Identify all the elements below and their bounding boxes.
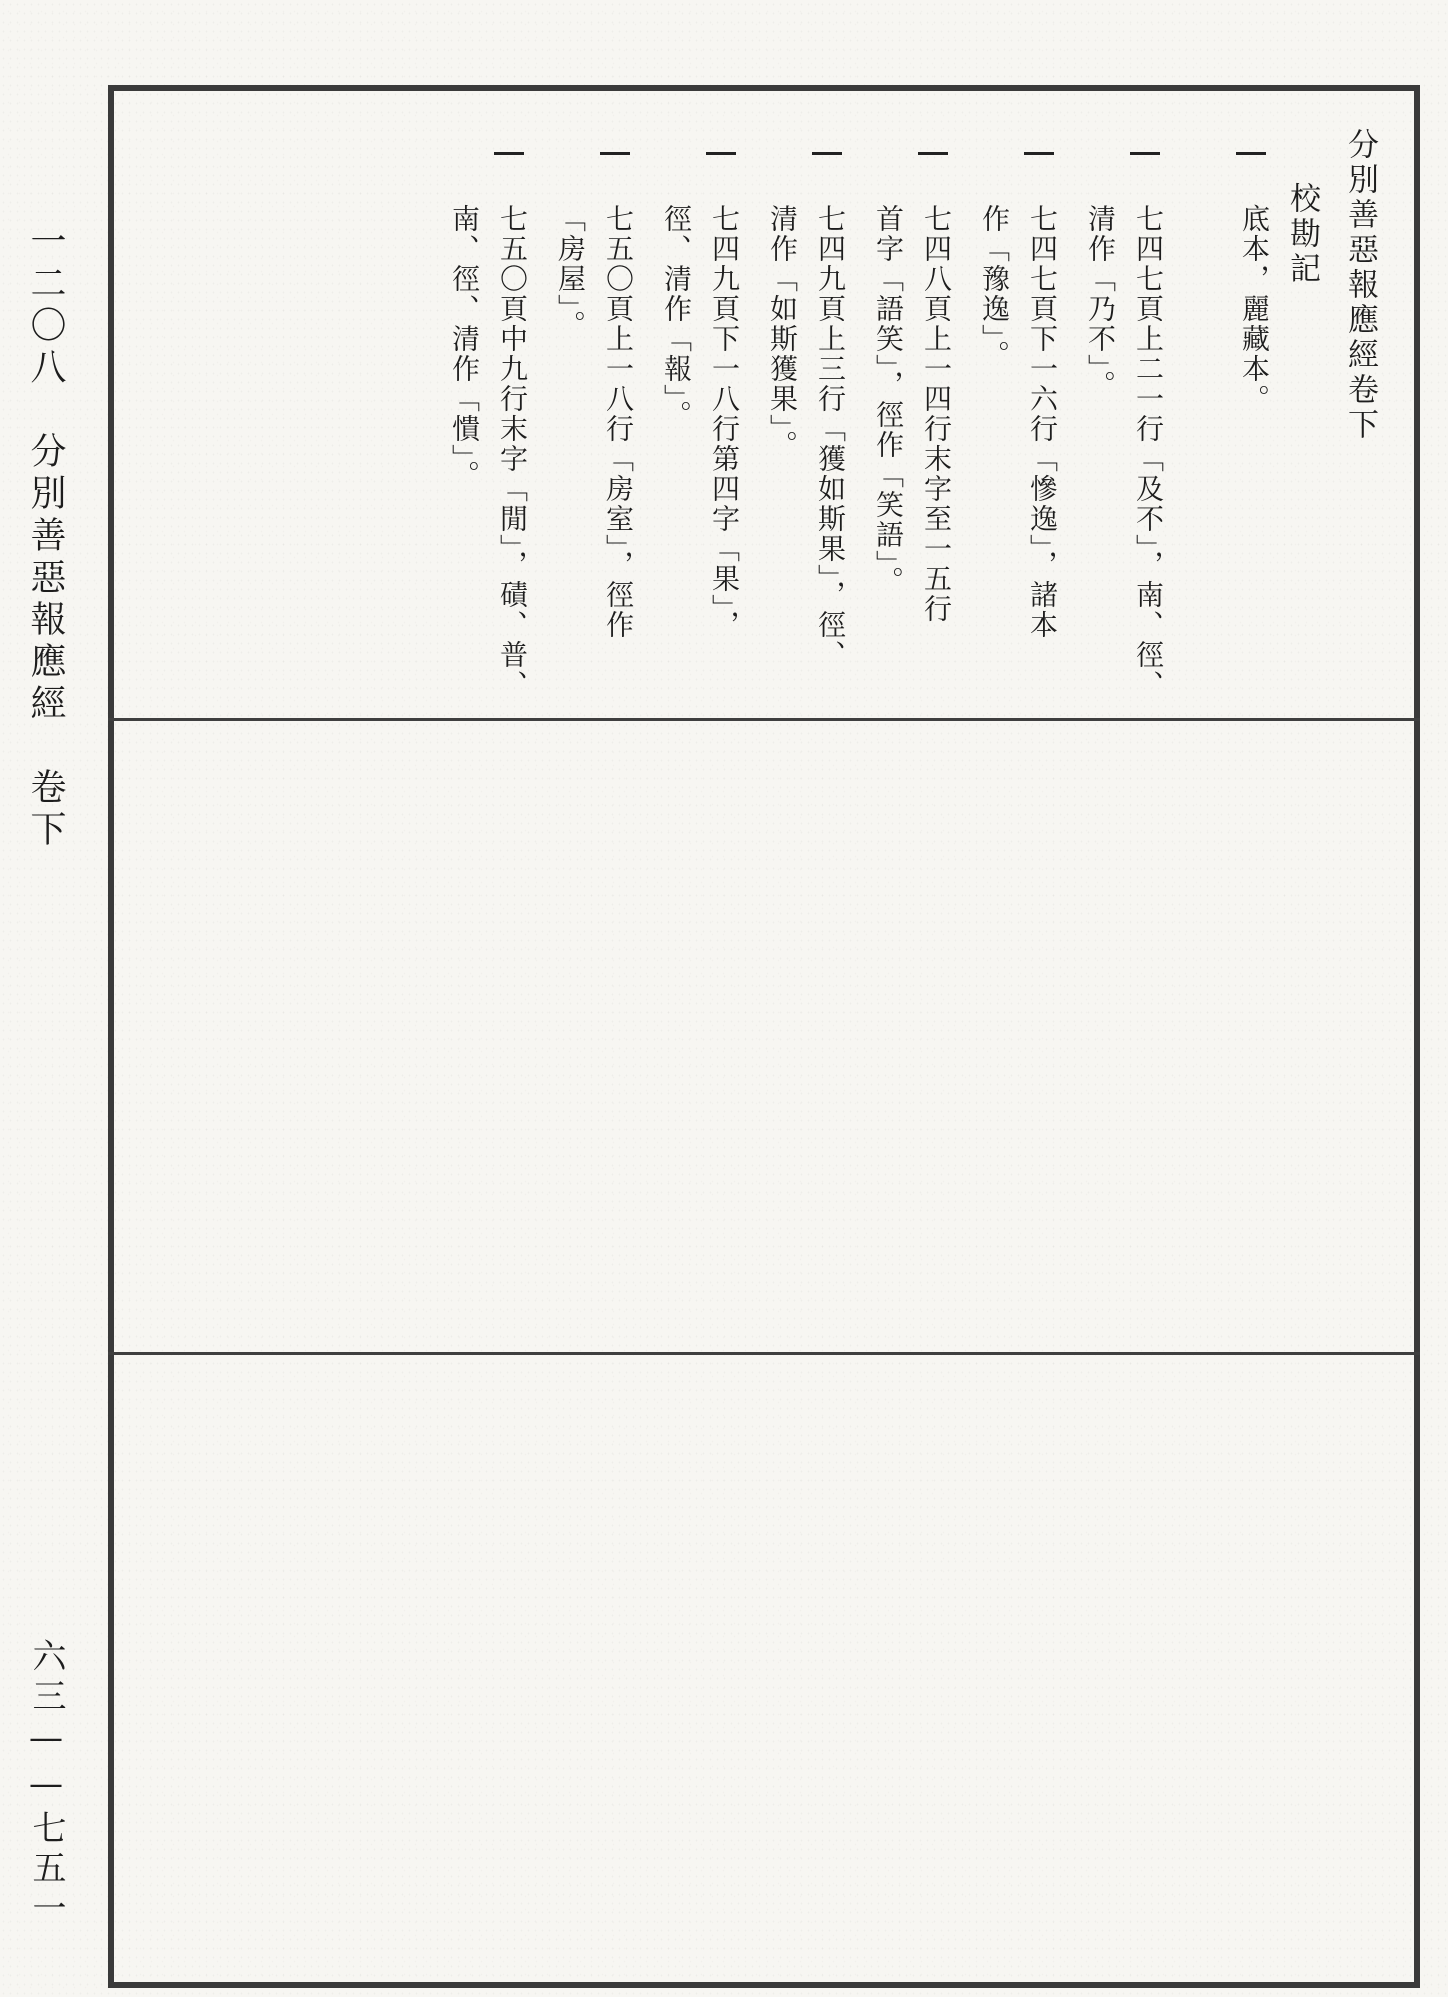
collation-entry bbox=[652, 140, 748, 700]
entry-marker bbox=[494, 152, 524, 155]
entry-line: 底本，麗藏本。 bbox=[1238, 204, 1271, 414]
divider-lower bbox=[108, 1352, 1420, 1355]
collation-entry bbox=[970, 140, 1066, 700]
entry-line: 七四七頁下一六行「慘逸」，諸本 bbox=[1026, 204, 1059, 640]
document-title: 分別善惡報應經卷下 bbox=[1342, 128, 1378, 443]
margin-running-title: 一二〇八 分別善惡報應經 卷下 bbox=[25, 222, 66, 852]
entry-line: 南、徑、清作「憒」。 bbox=[448, 204, 481, 490]
entry-marker bbox=[600, 152, 630, 155]
entry-line: 徑、清作「報」。 bbox=[660, 204, 693, 430]
entry-line: 七五〇頁中九行末字「閒」，磧、普、 bbox=[496, 204, 529, 700]
entry-line: 七四九頁下一八行第四字「果」， bbox=[708, 204, 741, 640]
entry-line: 清作「乃不」。 bbox=[1084, 204, 1117, 400]
entry-marker bbox=[706, 152, 736, 155]
entry-marker bbox=[1236, 152, 1266, 155]
entry-line: 七四八頁上一四行末字至一五行 bbox=[920, 204, 953, 624]
collation-entry bbox=[440, 140, 536, 700]
entry-line: 七五〇頁上一八行「房室」，徑作 bbox=[602, 204, 635, 640]
entry-line: 「房屋」。 bbox=[554, 204, 587, 340]
entry-line: 七四九頁上三行「獲如斯果」，徑、 bbox=[814, 204, 847, 670]
collation-entry bbox=[1182, 140, 1278, 700]
entry-line: 作「豫逸」。 bbox=[978, 204, 1011, 370]
collation-entry bbox=[546, 140, 642, 700]
entry-line: 首字「語笑」，徑作「笑語」。 bbox=[872, 204, 905, 596]
entry-marker bbox=[1130, 152, 1160, 155]
collation-entry bbox=[864, 140, 960, 700]
divider-upper bbox=[108, 718, 1420, 721]
entry-marker bbox=[918, 152, 948, 155]
collation-entry bbox=[758, 140, 854, 700]
document-subtitle: 校勘記 bbox=[1284, 182, 1320, 287]
page-number: 六三——七五一 bbox=[26, 1638, 66, 1930]
entry-line: 七四七頁上二一行「及不」，南、徑、 bbox=[1132, 204, 1165, 700]
entry-marker bbox=[1024, 152, 1054, 155]
entry-line: 清作「如斯獲果」。 bbox=[766, 204, 799, 460]
collation-entry bbox=[1076, 140, 1172, 700]
entry-marker bbox=[812, 152, 842, 155]
